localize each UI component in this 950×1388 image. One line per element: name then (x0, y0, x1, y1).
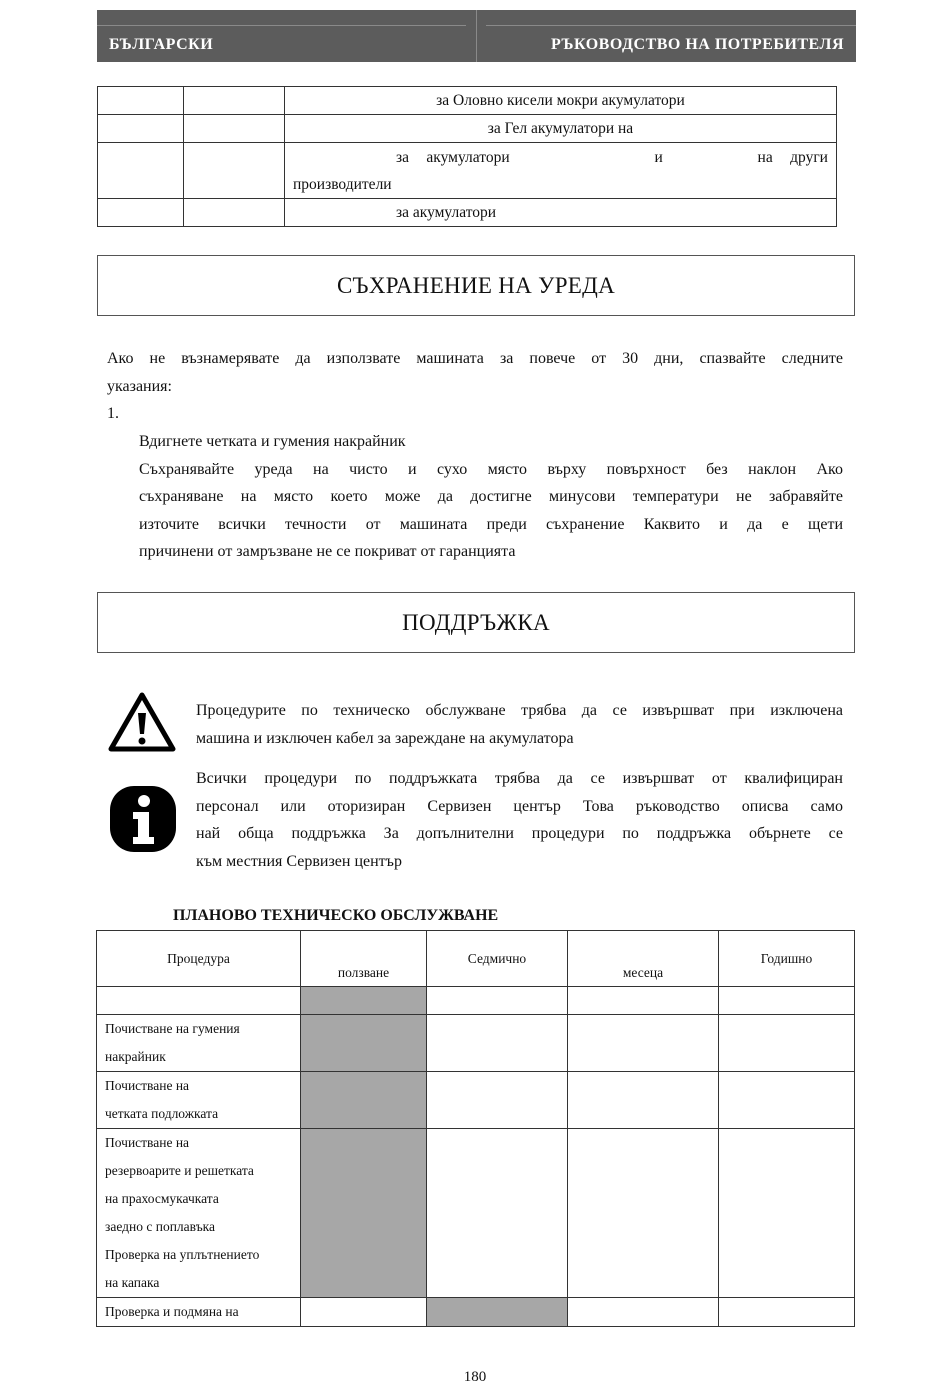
table-row (97, 1298, 855, 1327)
table-row (98, 199, 837, 227)
schedule-table (96, 930, 855, 1327)
column-header: Процедура (97, 931, 301, 987)
list-number: 1. (107, 405, 119, 422)
page-number: 180 (463, 1369, 487, 1385)
procedure-cell: Почистване на резервоарите и решетката на прахосмукачката заедно с поплавъка Проверка на уплътнението на капака (97, 1129, 301, 1298)
storage-section-title: СЪХРАНЕНИЕ НА УРЕДА (97, 255, 855, 316)
maintenance-section-title: ПОДДРЪЖКА (97, 592, 855, 653)
procedure-cell: Почистване на четката подложката (97, 1072, 301, 1129)
table-header-row (97, 931, 855, 987)
header-language: БЪЛГАРСКИ (109, 36, 214, 53)
column-header: месеца (568, 931, 719, 987)
warning-triangle-icon (107, 691, 177, 753)
justified-line: за акумулатори и на други (396, 149, 828, 166)
header-manual-title: РЪКОВОДСТВО НА ПОТРЕБИТЕЛЯ (551, 36, 844, 53)
header-separator (476, 10, 477, 62)
storage-steps: Вдигнете четката и гумения накрайник Съхранявайте уреда на чисто и сухо място върху повърхност без наклон Ако съхраняване на място което може да достигне минусови температури не забравяйте източите всички течности от машината преди съхранение Каквито и да е щети причинени от замръзване не се покриват от гаранцията (139, 428, 843, 566)
column-header: Годишно (719, 931, 855, 987)
table-row (98, 87, 837, 115)
procedure-cell: Проверка и подмяна на (97, 1298, 301, 1327)
table-row (97, 1072, 855, 1129)
table-row (97, 987, 855, 1015)
table-row (98, 115, 837, 143)
table-row (97, 1129, 855, 1298)
header-rule-right (486, 25, 856, 26)
warning-text: Процедурите по техническо обслужване трябва да се извършват при изключена машина и изключен кабел за зареждане на акумулатора (196, 702, 843, 747)
storage-step-1: Вдигнете четката и гумения накрайник (139, 433, 406, 450)
table-row (98, 143, 837, 199)
battery-table (97, 86, 837, 227)
column-header: ползване (301, 931, 427, 987)
table-cell: за Гел акумулатори на (285, 115, 837, 143)
info-icon (108, 784, 178, 854)
table-cell: за Оловно кисели мокри акумулатори (285, 87, 837, 115)
procedure-cell: Почистване на гумения накрайник (97, 1015, 301, 1072)
table-cell: за акумулатори (285, 199, 837, 227)
header-rule-left (97, 25, 466, 26)
page-header (97, 10, 856, 62)
table-row (97, 1015, 855, 1072)
table-cell: за акумулатори и на други производители (285, 143, 837, 199)
storage-intro: Ако не възнамерявате да използвате машината за повече от 30 дни, спазвайте следните указания: 1. (107, 345, 843, 428)
column-header: Седмично (427, 931, 568, 987)
schedule-title: ПЛАНОВО ТЕХНИЧЕСКО ОБСЛУЖВАНЕ (173, 907, 499, 924)
info-text: Всички процедури по поддръжката трябва да се извършват от квалифициран персонал или оторизиран Сервизен център Това ръководство описва само най обща поддръжка За допълнителни процедури по поддръжка обърнете се към местния Сервизен център (196, 770, 843, 870)
